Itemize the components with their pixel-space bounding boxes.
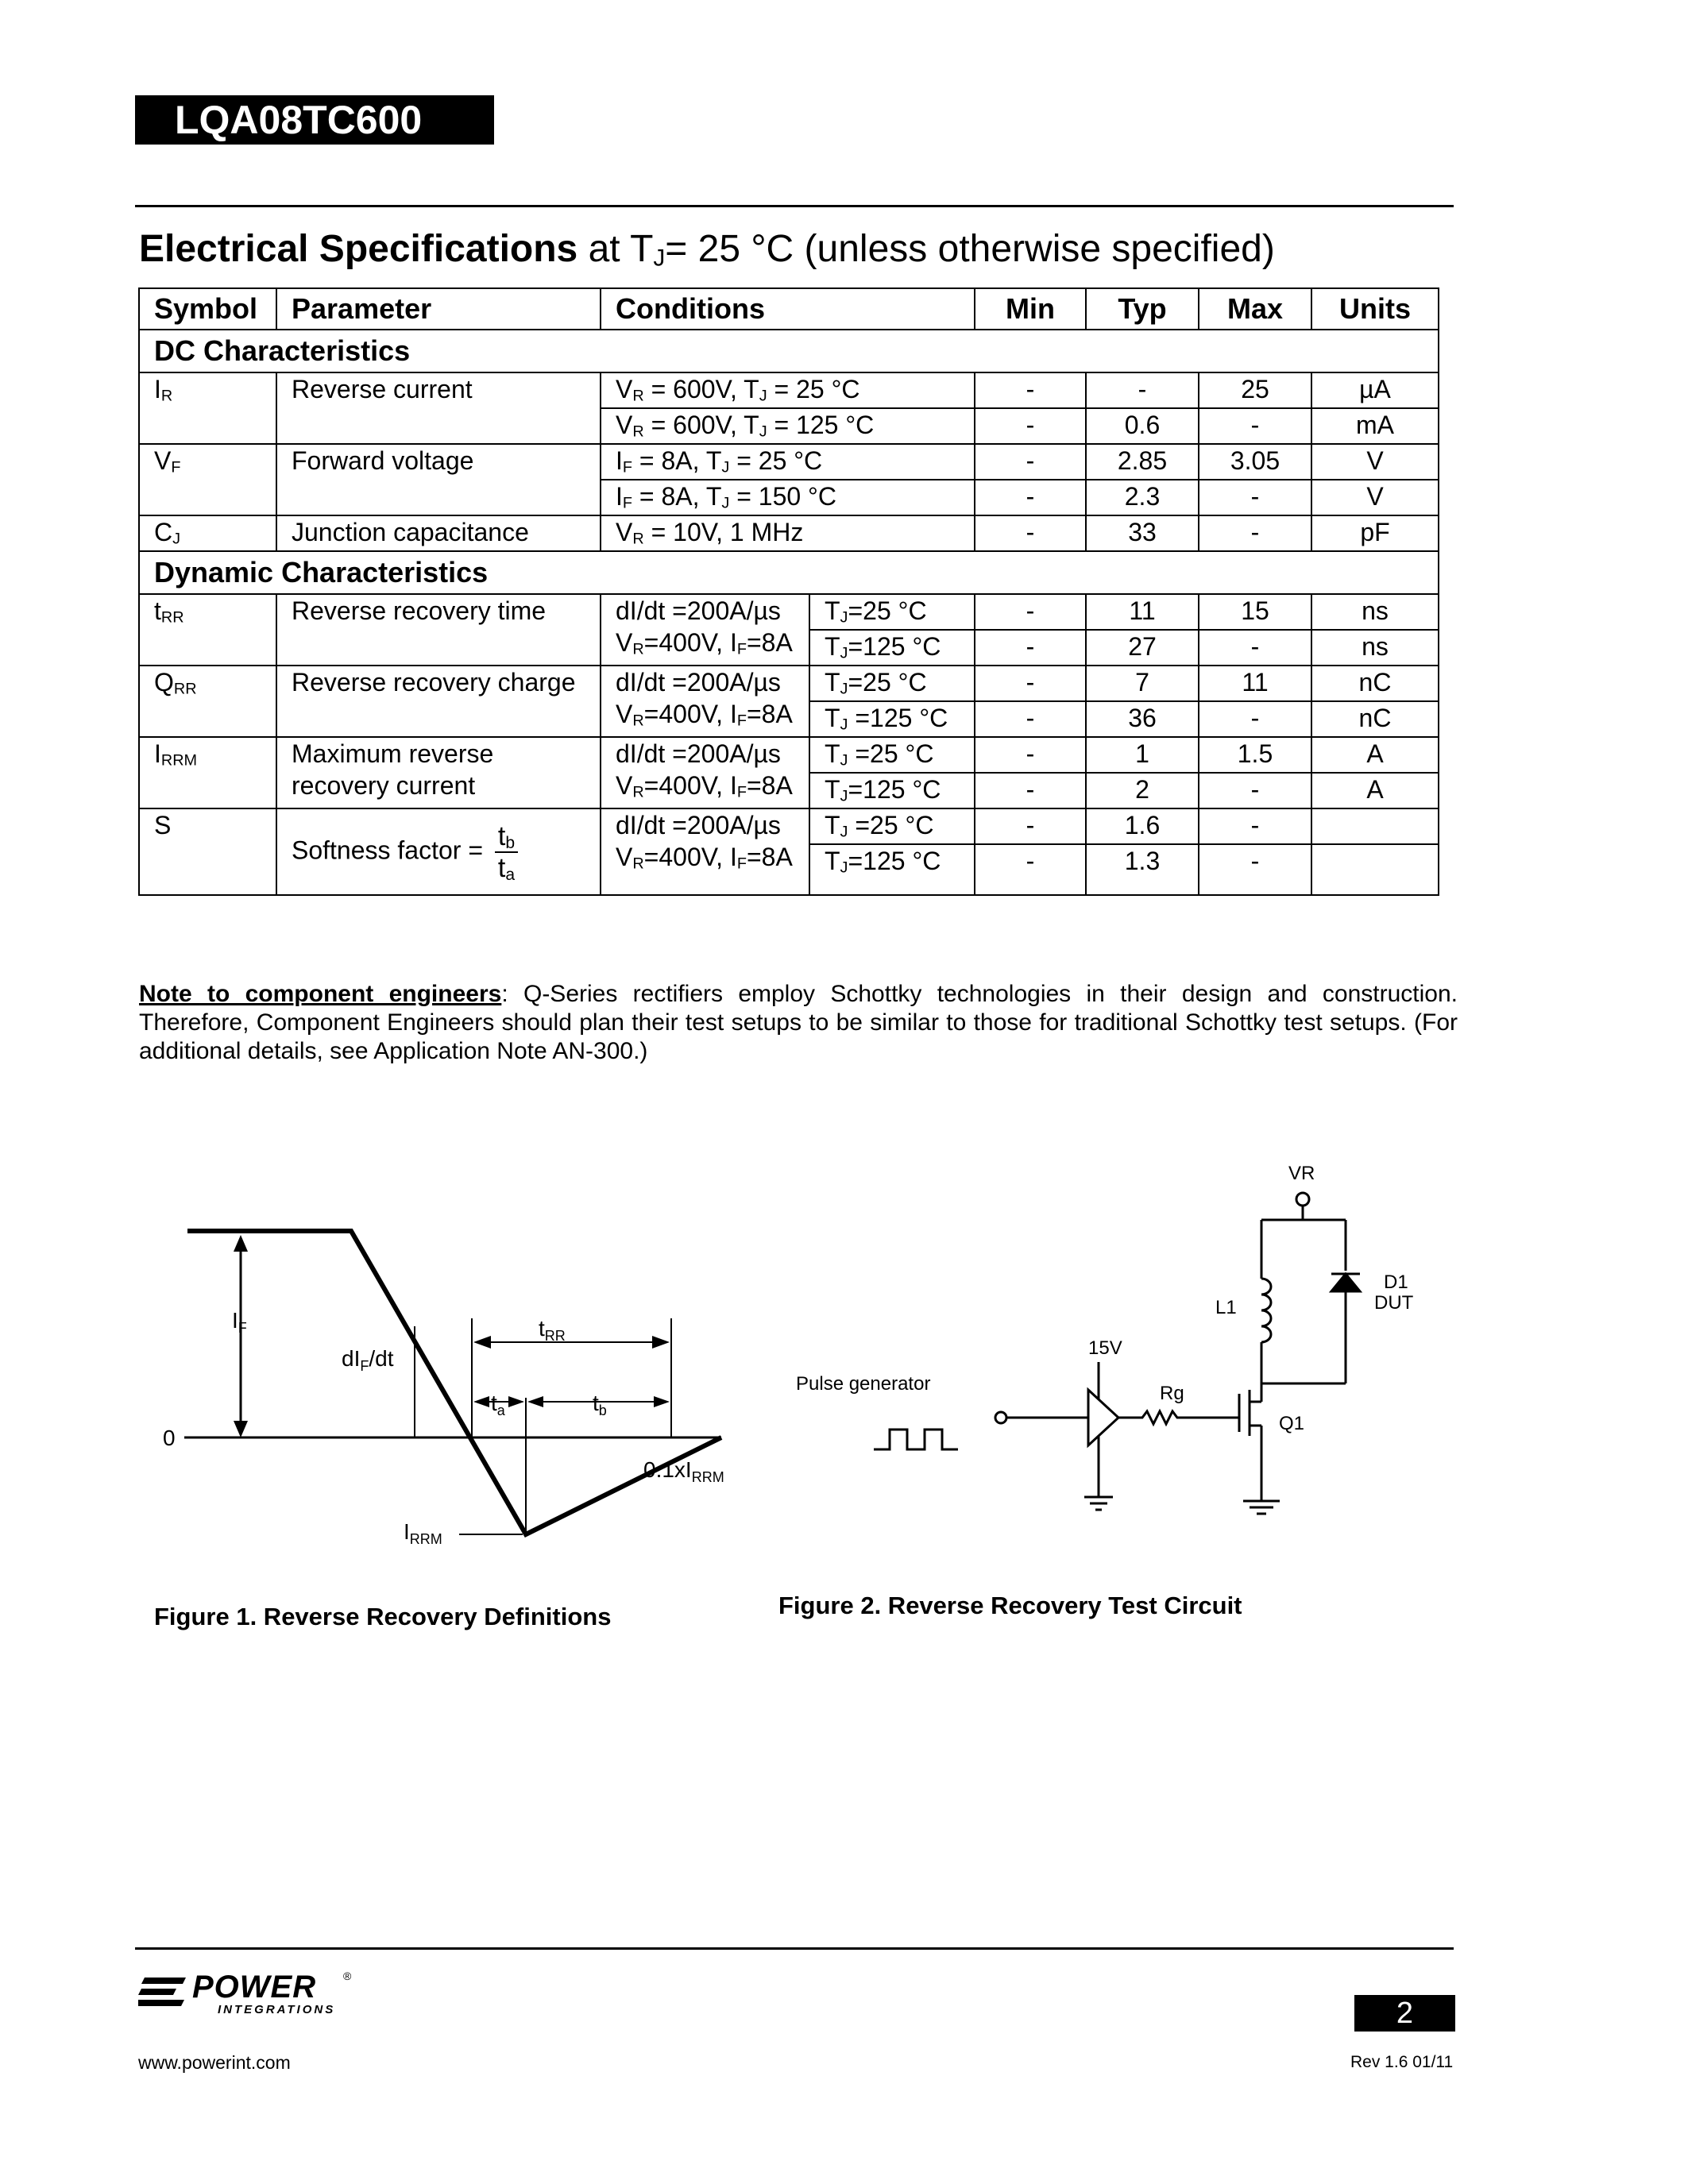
min-cell: - [975, 773, 1086, 808]
units-cell [1311, 844, 1439, 895]
min-cell: - [975, 480, 1086, 515]
cond-vf-2: $I_F = 8A$, $T_J = 150$ °C [601, 480, 975, 515]
tj-cell: $T_J=25$ °C [809, 666, 975, 701]
typ-cell: 36 [1086, 701, 1199, 737]
max-cell: - [1199, 844, 1311, 895]
table-row [139, 515, 1439, 551]
min-cell: - [975, 666, 1086, 701]
figure2-test-circuit [786, 1152, 1470, 1541]
header-symbol: Symbol [139, 288, 276, 330]
min-cell: - [975, 372, 1086, 408]
l1-label: L1 [1215, 1297, 1237, 1318]
header-typ: Typ [1086, 288, 1199, 330]
section-title [139, 227, 1275, 271]
units-cell: V [1311, 444, 1439, 480]
symbol-s: S [139, 808, 276, 895]
units-cell: ns [1311, 594, 1439, 630]
dc-characteristics-title: DC Characteristics [139, 330, 1439, 372]
min-cell: - [975, 630, 1086, 666]
cond-cj: $V_R = 10V$, 1 MHz [601, 515, 975, 551]
part-number: LQA08TC600 [175, 98, 423, 142]
min-cell: - [975, 808, 1086, 844]
if-arrow-up [234, 1235, 248, 1252]
table-row [139, 666, 1439, 701]
max-cell: - [1199, 808, 1311, 844]
pulse-waveform-icon [874, 1430, 958, 1449]
units-cell: pF [1311, 515, 1439, 551]
symbol-ir: $I_R$ [139, 372, 276, 444]
units-cell: nC [1311, 666, 1439, 701]
part-number-banner [135, 95, 494, 145]
units-cell: A [1311, 737, 1439, 773]
max-cell: - [1199, 408, 1311, 444]
header-max: Max [1199, 288, 1311, 330]
section-title-suffix: = 25 °C (unless otherwise specified) [665, 228, 1275, 270]
trr-arrow-right [652, 1336, 670, 1349]
ta-arrow-right [508, 1396, 524, 1407]
ta-arrow-left [473, 1396, 489, 1407]
max-cell: - [1199, 480, 1311, 515]
cond-qrr: dI/dt =200A/µs $V_R=400V$, $I_F=8A$ [601, 666, 809, 737]
table-header-row [139, 288, 1439, 330]
vr-terminal [1296, 1193, 1309, 1206]
section-title-bold: Electrical Specifications [139, 228, 578, 270]
note-lead: Note to component engineers [139, 981, 502, 1007]
table-row [139, 444, 1439, 480]
typ-cell: 1.3 [1086, 844, 1199, 895]
waveform [184, 1231, 721, 1534]
figure1-reverse-recovery-diagram [143, 1207, 763, 1557]
param-qrr: Reverse recovery charge [276, 666, 601, 737]
power-integrations-logo [138, 1970, 369, 2017]
symbol-irrm: $I_{RRM}$ [139, 737, 276, 808]
trr-arrow-left [473, 1336, 491, 1349]
component-engineers-note [139, 980, 1458, 1066]
cond-s: dI/dt =200A/µs $V_R=400V$, $I_F=8A$ [601, 808, 809, 895]
ta-label: $t_a$ [491, 1391, 505, 1418]
symbol-qrr: $Q_{RR}$ [139, 666, 276, 737]
cond-trr: dI/dt =200A/µs $V_R=400V$, $I_F=8A$ [601, 594, 809, 666]
supply-15v-label: 15V [1088, 1337, 1122, 1359]
units-cell: A [1311, 773, 1439, 808]
section-title-sub: J [653, 245, 666, 272]
typ-cell: 33 [1086, 515, 1199, 551]
tj-cell: $T_J =125$ °C [809, 701, 975, 737]
figure2-caption: Figure 2. Reverse Recovery Test Circuit [778, 1592, 1242, 1619]
inductor-l1 [1261, 1279, 1271, 1342]
footer-rule [135, 1947, 1454, 1950]
section-row-dynamic [139, 551, 1439, 594]
min-cell: - [975, 737, 1086, 773]
page-number: 2 [1354, 1995, 1455, 2032]
symbol-vf: $V_F$ [139, 444, 276, 515]
max-cell: - [1199, 515, 1311, 551]
typ-cell: 2 [1086, 773, 1199, 808]
typ-cell: 11 [1086, 594, 1199, 630]
diode-d1 [1331, 1274, 1360, 1291]
tb-arrow-right [654, 1396, 670, 1407]
typ-cell: 7 [1086, 666, 1199, 701]
max-cell: 3.05 [1199, 444, 1311, 480]
tj-cell: $T_J=25$ °C [809, 594, 975, 630]
table-row [139, 594, 1439, 630]
units-cell: nC [1311, 701, 1439, 737]
min-cell: - [975, 444, 1086, 480]
figure1-caption: Figure 1. Reverse Recovery Definitions [154, 1603, 612, 1630]
typ-cell: 1.6 [1086, 808, 1199, 844]
max-cell: 1.5 [1199, 737, 1311, 773]
if-label: $I_F$ [232, 1308, 247, 1336]
section-row-dc [139, 330, 1439, 372]
header-conditions: Conditions [601, 288, 975, 330]
typ-cell: 27 [1086, 630, 1199, 666]
pulse-input-terminal [995, 1412, 1006, 1423]
min-cell: - [975, 594, 1086, 630]
table-row [139, 808, 1439, 844]
typ-cell: 2.3 [1086, 480, 1199, 515]
max-cell: - [1199, 773, 1311, 808]
max-cell: - [1199, 630, 1311, 666]
symbol-cj: $C_J$ [139, 515, 276, 551]
typ-cell: 0.6 [1086, 408, 1199, 444]
max-cell: - [1199, 701, 1311, 737]
tj-cell: $T_J=125$ °C [809, 630, 975, 666]
dut-label: DUT [1374, 1292, 1414, 1314]
typ-cell: 2.85 [1086, 444, 1199, 480]
tj-cell: $T_J=125$ °C [809, 844, 975, 895]
typ-cell: 1 [1086, 737, 1199, 773]
pulse-generator-label: Pulse generator [796, 1373, 931, 1395]
softness-fraction: $\frac{t_b}{t_a}$ [495, 823, 518, 882]
min-cell: - [975, 408, 1086, 444]
electrical-spec-table [138, 287, 1439, 896]
units-cell: ns [1311, 630, 1439, 666]
param-ir: Reverse current [276, 372, 601, 444]
cond-vf-1: $I_F = 8A$, $T_J = 25$ °C [601, 444, 975, 480]
resistor-rg [1118, 1411, 1239, 1424]
tj-cell: $T_J=125$ °C [809, 773, 975, 808]
param-trr: Reverse recovery time [276, 594, 601, 666]
max-cell: 15 [1199, 594, 1311, 630]
min-cell: - [975, 515, 1086, 551]
didt-label: $dI_F/dt$ [342, 1346, 394, 1374]
header-min: Min [975, 288, 1086, 330]
rg-label: Rg [1160, 1383, 1184, 1404]
logo-reg-mark: ® [343, 1970, 352, 1982]
logo-mark-icon [138, 1976, 194, 2008]
units-cell: mA [1311, 408, 1439, 444]
vr-label: VR [1288, 1163, 1315, 1184]
d1-label: D1 [1384, 1271, 1408, 1293]
units-cell [1311, 808, 1439, 844]
min-cell: - [975, 844, 1086, 895]
min-cell: - [975, 701, 1086, 737]
note-body: : Q-Series rectifiers employ Schottky technologies in their design and construction. Therefore, Component Engineers should plan their test setups to be similar to those for traditional Schottky test setups. (For additional details, see Application Note AN-300.) [139, 981, 1458, 1064]
header-units: Units [1311, 288, 1439, 330]
footer-url: www.powerint.com [138, 2052, 291, 2073]
max-cell: 25 [1199, 372, 1311, 408]
q1-label: Q1 [1279, 1413, 1305, 1434]
units-cell: µA [1311, 372, 1439, 408]
param-s: Softness factor = $\frac{t_b}{t_a}$ [276, 808, 601, 895]
revision-label: Rev 1.6 01/11 [1350, 2053, 1454, 2071]
symbol-trr: $t_{RR}$ [139, 594, 276, 666]
tenth-irrm-label: $0.1xI_{RRM}$ [643, 1457, 724, 1485]
param-cj: Junction capacitance [276, 515, 601, 551]
header-rule [135, 205, 1454, 207]
cond-irrm: dI/dt =200A/µs $V_R=400V$, $I_F=8A$ [601, 737, 809, 808]
zero-label: 0 [163, 1426, 176, 1450]
logo-sub-text: INTEGRATIONS [218, 2003, 336, 2016]
cond-ir-1: $V_R = 600V$, $T_J = 25$ °C [601, 372, 975, 408]
logo-main-text: POWER [192, 1970, 317, 2005]
units-cell: V [1311, 480, 1439, 515]
cond-ir-2: $V_R = 600V$, $T_J = 125$ °C [601, 408, 975, 444]
typ-cell: - [1086, 372, 1199, 408]
tb-arrow-left [527, 1396, 543, 1407]
if-arrow-down [234, 1421, 248, 1437]
table-row [139, 737, 1439, 773]
param-irrm: Maximum reverse recovery current [276, 737, 601, 808]
trr-label: $t_{RR}$ [539, 1316, 566, 1344]
table-row [139, 372, 1439, 408]
param-vf: Forward voltage [276, 444, 601, 515]
dynamic-characteristics-title: Dynamic Characteristics [139, 551, 1439, 594]
irrm-label: $I_{RRM}$ [404, 1519, 442, 1547]
gate-driver-buffer [1088, 1390, 1118, 1445]
tj-cell: $T_J =25$ °C [809, 737, 975, 773]
current-waveform-line [187, 1231, 721, 1534]
tj-cell: $T_J =25$ °C [809, 808, 975, 844]
tb-label: $t_b$ [593, 1391, 607, 1418]
header-parameter: Parameter [276, 288, 601, 330]
section-title-prefix: at T [577, 228, 654, 270]
max-cell: 11 [1199, 666, 1311, 701]
